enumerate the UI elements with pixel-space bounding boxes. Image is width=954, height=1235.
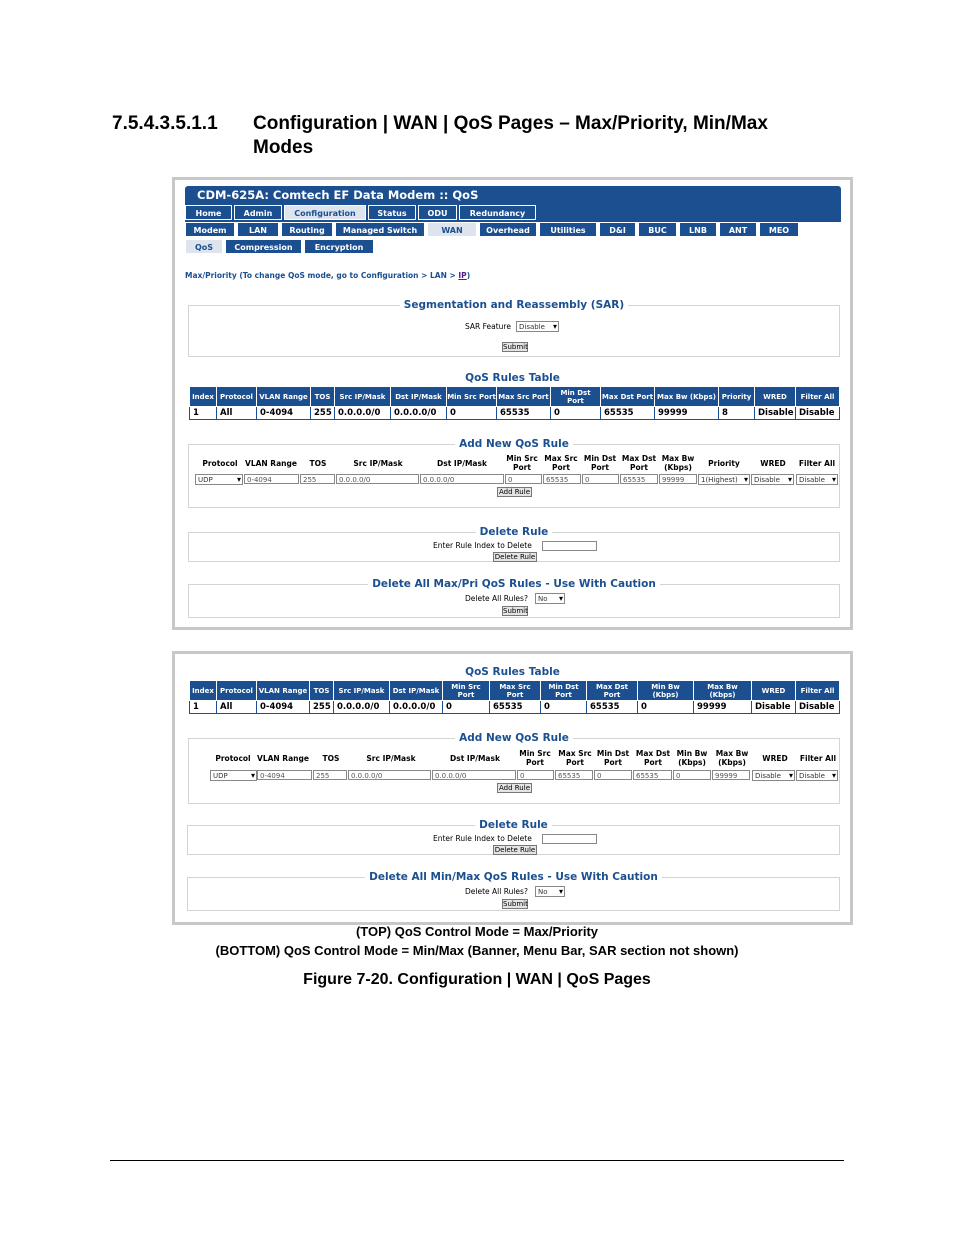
cell-wred: Disable [752,701,796,714]
tab-buc[interactable]: BUC [638,222,677,237]
th-wred: WRED [755,387,796,407]
tab-redundancy[interactable]: Redundancy [459,205,536,220]
add-src-ip-input[interactable]: 0.0.0.0/0 [336,474,419,484]
delete-all-title-bottom: Delete All Min/Max QoS Rules - Use With Caution [188,871,839,883]
th-max-bw: Max Bw (Kbps) [655,387,719,407]
th-max-src-port: Max Src Port [497,387,551,407]
bottom-screenshot-frame [172,651,853,925]
tab-modem[interactable]: Modem [185,222,235,237]
add-rule-button[interactable]: Add Rule [498,784,530,792]
qos-table-title-bottom: QoS Rules Table [465,666,560,678]
th-index: Index [190,387,217,407]
tab-meo[interactable]: MEO [759,222,799,237]
add-hdr-src-ip: Src IP/Mask [353,459,403,468]
add-hdr-max-dst: Max Dst Port [635,749,671,767]
add-max-dst-input[interactable]: 65535 [620,474,658,484]
cell-vlan-range: 0-4094 [257,701,310,714]
delete-all-submit-button[interactable]: Submit [503,900,528,908]
add-dst-ip-input[interactable]: 0.0.0.0/0 [432,770,516,780]
th-protocol: Protocol [217,387,257,407]
delete-rule-title-bottom: Delete Rule [188,819,839,831]
delete-rule-section [188,526,840,562]
add-filter-all-select[interactable]: Disable ▾ [796,474,838,485]
th-max-dst-port: Max Dst Port [601,387,655,407]
th-src-ip: Src IP/Mask [334,681,390,701]
delete-rule-button[interactable]: Delete Rule [494,553,536,561]
add-max-src-input[interactable]: 65535 [555,770,593,780]
add-filter-all-select[interactable]: Disable ▾ [796,770,838,781]
delete-rule-title: Delete Rule [189,526,839,538]
table-row [190,701,840,714]
mode-notice-end: ) [466,271,471,280]
delete-rule-section-bottom [187,819,840,855]
tab-utilities[interactable]: Utilities [539,222,597,237]
cell-max-bw: 99999 [655,407,719,420]
cell-protocol: All [217,701,257,714]
th-tos: TOS [311,387,335,407]
qos-rules-table-bottom [189,680,840,714]
th-priority: Priority [719,387,755,407]
add-min-src-input[interactable]: 0 [517,770,554,780]
add-hdr-wred: WRED [760,459,786,468]
delete-all-select[interactable]: No ▾ [535,886,565,897]
tab-admin[interactable]: Admin [234,205,282,220]
add-src-ip-input[interactable]: 0.0.0.0/0 [348,770,431,780]
tab-status[interactable]: Status [368,205,416,220]
add-hdr-priority: Priority [708,459,740,468]
cell-max-dst-port: 65535 [587,701,638,714]
add-tos-input[interactable]: 255 [300,474,335,484]
add-tos-input[interactable]: 255 [313,770,347,780]
tab-wan[interactable]: WAN [427,222,477,237]
tab-routing[interactable]: Routing [281,222,333,237]
cell-src-ip: 0.0.0.0/0 [334,701,390,714]
add-hdr-filter-all: Filter All [799,754,837,763]
table-header-row [190,681,840,701]
tab-encryption[interactable]: Encryption [304,239,374,254]
add-max-bw-input[interactable]: 99999 [659,474,697,484]
add-hdr-tos: TOS [309,459,327,468]
delete-all-select[interactable]: No ▾ [535,593,565,604]
cell-max-src-port: 65535 [497,407,551,420]
th-min-src-port: Min Src Port [443,681,490,701]
add-hdr-max-dst: Max Dst Port [621,454,657,472]
add-min-dst-input[interactable]: 0 [582,474,619,484]
th-filter-all: Filter All [796,681,840,701]
cell-filter-all: Disable [796,407,840,420]
cell-wred: Disable [755,407,796,420]
cell-max-dst-port: 65535 [601,407,655,420]
add-min-bw-input[interactable]: 0 [673,770,711,780]
tab-home[interactable]: Home [185,205,232,220]
add-rule-section [188,438,840,508]
add-hdr-max-src: Max Src Port [558,749,592,767]
cell-min-bw: 0 [638,701,694,714]
qos-table-title: QoS Rules Table [465,372,560,384]
cell-index: 1 [190,407,217,420]
th-wred: WRED [752,681,796,701]
th-max-bw: Max Bw (Kbps) [694,681,752,701]
cell-index: 1 [190,701,217,714]
cell-vlan-range: 0-4094 [257,407,311,420]
add-hdr-max-bw: Max Bw (Kbps) [715,749,749,767]
cell-src-ip: 0.0.0.0/0 [335,407,391,420]
add-max-bw-input[interactable]: 99999 [712,770,750,780]
add-hdr-min-dst: Min Dst Port [583,454,617,472]
delete-all-section-bottom [187,871,840,911]
add-priority-select[interactable]: 1(Highest) ▾ [698,474,750,485]
th-min-src-port: Min Src Port [447,387,497,407]
tab-overhead[interactable]: Overhead [479,222,537,237]
add-rule-title: Add New QoS Rule [189,438,839,450]
cell-max-src-port: 65535 [490,701,541,714]
sar-section [188,299,840,357]
tab-managed-switch[interactable]: Managed Switch [335,222,425,237]
add-vlan-input[interactable]: 0-4094 [257,770,312,780]
add-hdr-dst-ip: Dst IP/Mask [437,459,487,468]
tab-d-and-i[interactable]: D&I [599,222,636,237]
delete-all-label: Delete All Rules? [465,594,528,603]
th-max-src-port: Max Src Port [490,681,541,701]
delete-index-label: Enter Rule Index to Delete [433,541,532,550]
cell-min-dst-port: 0 [551,407,601,420]
sar-submit-button[interactable]: Submit [503,343,528,351]
add-rule-title-bottom: Add New QoS Rule [189,732,839,744]
add-hdr-vlan: VLAN Range [257,754,309,763]
cell-filter-all: Disable [796,701,840,714]
th-index: Index [190,681,217,701]
th-min-dst-port: Min Dst Port [541,681,587,701]
mode-notice-text: Max/Priority (To change QoS mode, go to Configuration > LAN > [185,271,459,280]
ip-link[interactable]: IP [458,271,467,280]
cell-priority: 8 [719,407,755,420]
sar-feature-select[interactable]: Disable ▾ [516,321,559,332]
add-hdr-min-src: Min Src Port [506,454,538,472]
add-min-src-input[interactable]: 0 [505,474,542,484]
th-dst-ip: Dst IP/Mask [390,681,443,701]
menu-row-primary [185,205,841,222]
delete-all-title: Delete All Max/Pri QoS Rules - Use With Caution [189,578,839,590]
th-vlan-range: VLAN Range [257,681,310,701]
add-hdr-dst-ip: Dst IP/Mask [450,754,500,763]
th-min-dst-port: Min Dst Port [551,387,601,407]
add-protocol-select[interactable]: UDP ▾ [210,770,257,781]
tab-lnb[interactable]: LNB [679,222,717,237]
add-dst-ip-input[interactable]: 0.0.0.0/0 [420,474,504,484]
tab-qos[interactable]: QoS [185,239,223,254]
table-header-row [190,387,840,407]
add-rule-section-bottom [188,732,840,804]
add-wred-select[interactable]: Disable ▾ [751,474,794,485]
add-wred-select[interactable]: Disable ▾ [752,770,795,781]
tab-lan[interactable]: LAN [237,222,279,237]
add-rule-button[interactable]: Add Rule [498,488,530,496]
caption-bottom-mode: (BOTTOM) QoS Control Mode = Min/Max (Banner, Menu Bar, SAR section not shown) [215,943,739,958]
add-protocol-select[interactable]: UDP ▾ [195,474,243,485]
add-hdr-max-bw: Max Bw (Kbps) [661,454,695,472]
section-title: Configuration | WAN | QoS Pages – Max/Priority, Min/Max Modes [253,113,768,158]
mode-notice [185,271,470,280]
cell-tos: 255 [310,701,334,714]
add-max-dst-input[interactable]: 65535 [633,770,672,780]
add-hdr-protocol: Protocol [215,754,251,763]
delete-index-input[interactable] [542,541,597,551]
section-number: 7.5.4.3.5.1.1 [112,113,218,134]
add-hdr-min-bw: Min Bw (Kbps) [676,749,708,767]
table-row [190,407,840,420]
add-hdr-wred: WRED [762,754,788,763]
add-hdr-src-ip: Src IP/Mask [366,754,416,763]
th-filter-all: Filter All [796,387,840,407]
caption-top-mode: (TOP) QoS Control Mode = Max/Priority [355,924,599,939]
delete-all-submit-button[interactable]: Submit [503,607,528,615]
sar-feature-label: SAR Feature [465,322,511,331]
th-max-dst-port: Max Dst Port [587,681,638,701]
add-hdr-protocol: Protocol [202,459,238,468]
th-dst-ip: Dst IP/Mask [391,387,447,407]
cell-dst-ip: 0.0.0.0/0 [390,701,443,714]
add-hdr-filter-all: Filter All [798,459,836,468]
cell-tos: 255 [311,407,335,420]
cell-protocol: All [217,407,257,420]
add-max-src-input[interactable]: 65535 [543,474,581,484]
cell-dst-ip: 0.0.0.0/0 [391,407,447,420]
add-vlan-input[interactable]: 0-4094 [244,474,299,484]
cell-min-src-port: 0 [443,701,490,714]
tab-compression[interactable]: Compression [225,239,302,254]
footer-divider [110,1160,844,1161]
add-hdr-vlan: VLAN Range [245,459,297,468]
th-protocol: Protocol [217,681,257,701]
add-hdr-min-dst: Min Dst Port [596,749,630,767]
delete-index-label: Enter Rule Index to Delete [433,834,532,843]
tab-configuration[interactable]: Configuration [284,205,366,220]
th-vlan-range: VLAN Range [257,387,311,407]
th-src-ip: Src IP/Mask [335,387,391,407]
tab-ant[interactable]: ANT [719,222,757,237]
top-screenshot-frame [172,177,853,630]
add-min-dst-input[interactable]: 0 [594,770,632,780]
qos-rules-table [189,386,840,420]
th-min-bw: Min Bw (Kbps) [638,681,694,701]
add-hdr-max-src: Max Src Port [544,454,578,472]
page-banner: CDM-625A: Comtech EF Data Modem :: QoS [185,186,841,205]
cell-min-src-port: 0 [447,407,497,420]
delete-index-input[interactable] [542,834,597,844]
add-hdr-min-src: Min Src Port [519,749,551,767]
add-hdr-tos: TOS [322,754,340,763]
delete-rule-button[interactable]: Delete Rule [494,846,536,854]
sar-title: Segmentation and Reassembly (SAR) [189,299,839,311]
th-tos: TOS [310,681,334,701]
cell-min-dst-port: 0 [541,701,587,714]
cell-max-bw: 99999 [694,701,752,714]
tab-odu[interactable]: ODU [418,205,457,220]
figure-caption: Figure 7-20. Configuration | WAN | QoS Pages [303,971,651,988]
delete-all-section [188,578,840,618]
delete-all-label: Delete All Rules? [465,887,528,896]
